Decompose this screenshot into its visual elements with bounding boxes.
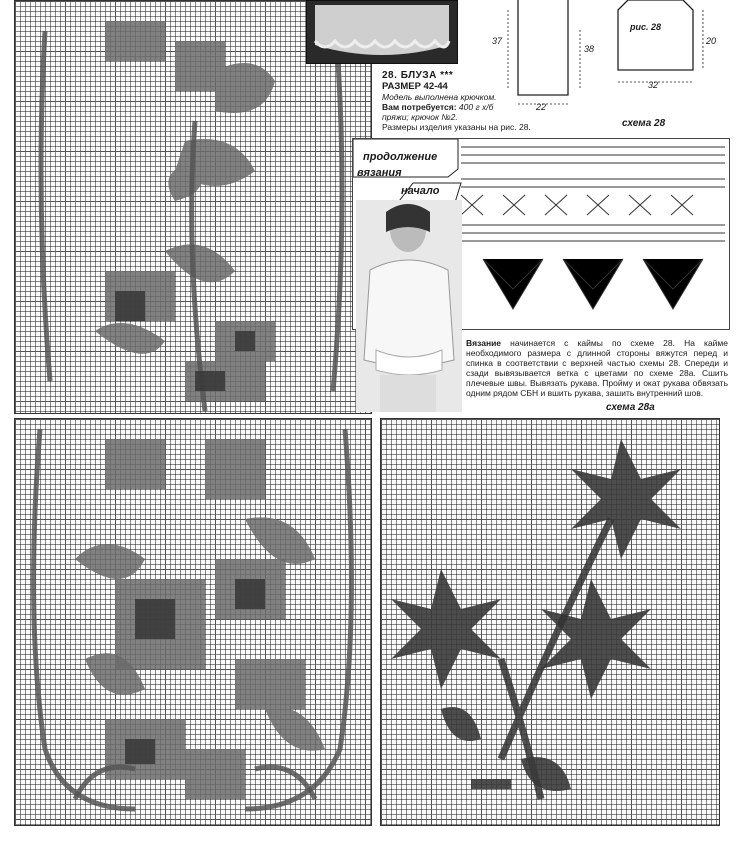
dim-38: 38 — [584, 44, 595, 54]
model-photo — [356, 200, 462, 412]
dim-20: 20 — [706, 36, 717, 46]
pattern-name: БЛУЗА — [400, 70, 437, 81]
model-note: Модель выполнена крючком. — [382, 92, 497, 102]
garment-diagram — [488, 0, 728, 120]
sizes-note: Размеры изделия указаны на рис. 28. — [382, 122, 531, 132]
lace-photo — [306, 0, 458, 64]
lily-branch-motif — [381, 419, 719, 825]
dim-32: 32 — [648, 80, 659, 90]
arrow-knitting-label-1: вязания — [357, 167, 402, 179]
instructions-text: начинается с каймы по схеме 28. На кайме необходимого размера с длинной стороны вяжутся перед и спинка в соответствии с верхней частью схемы 28. Спереди и сзади вывязывается ветка с цветами по схеме 28а. Сшить плечевые швы. Вывязать рукава. Пройму и окат рукава обвязать одним рядом СБН и вшить рукава, зашить внутренний шов. — [466, 338, 728, 398]
diagram-label: рис. 28 — [630, 22, 662, 32]
needed-label: Вам потребуется: — [382, 102, 457, 112]
instructions-lead: Вязание — [466, 338, 502, 348]
instructions — [466, 338, 728, 398]
filet-chart-bottom — [14, 418, 372, 826]
dim-37: 37 — [492, 36, 503, 46]
rose-motif-bottom — [15, 419, 371, 825]
arrow-start-label: начало — [401, 185, 440, 197]
needed-value-2: пряжи; крючок №2. — [382, 112, 458, 122]
pattern-number: 28. — [382, 70, 398, 81]
arrow-continue-label: продолжение — [363, 151, 438, 163]
dim-22: 22 — [536, 102, 547, 112]
filet-chart-28a — [380, 418, 720, 826]
scheme-28-caption: схема 28 — [622, 118, 666, 129]
scheme-28a-caption: схема 28а — [606, 402, 655, 413]
difficulty-stars: *** — [440, 70, 454, 81]
pattern-size: РАЗМЕР 42-44 — [382, 81, 448, 92]
needed-value: 400 г х/б — [458, 102, 494, 112]
